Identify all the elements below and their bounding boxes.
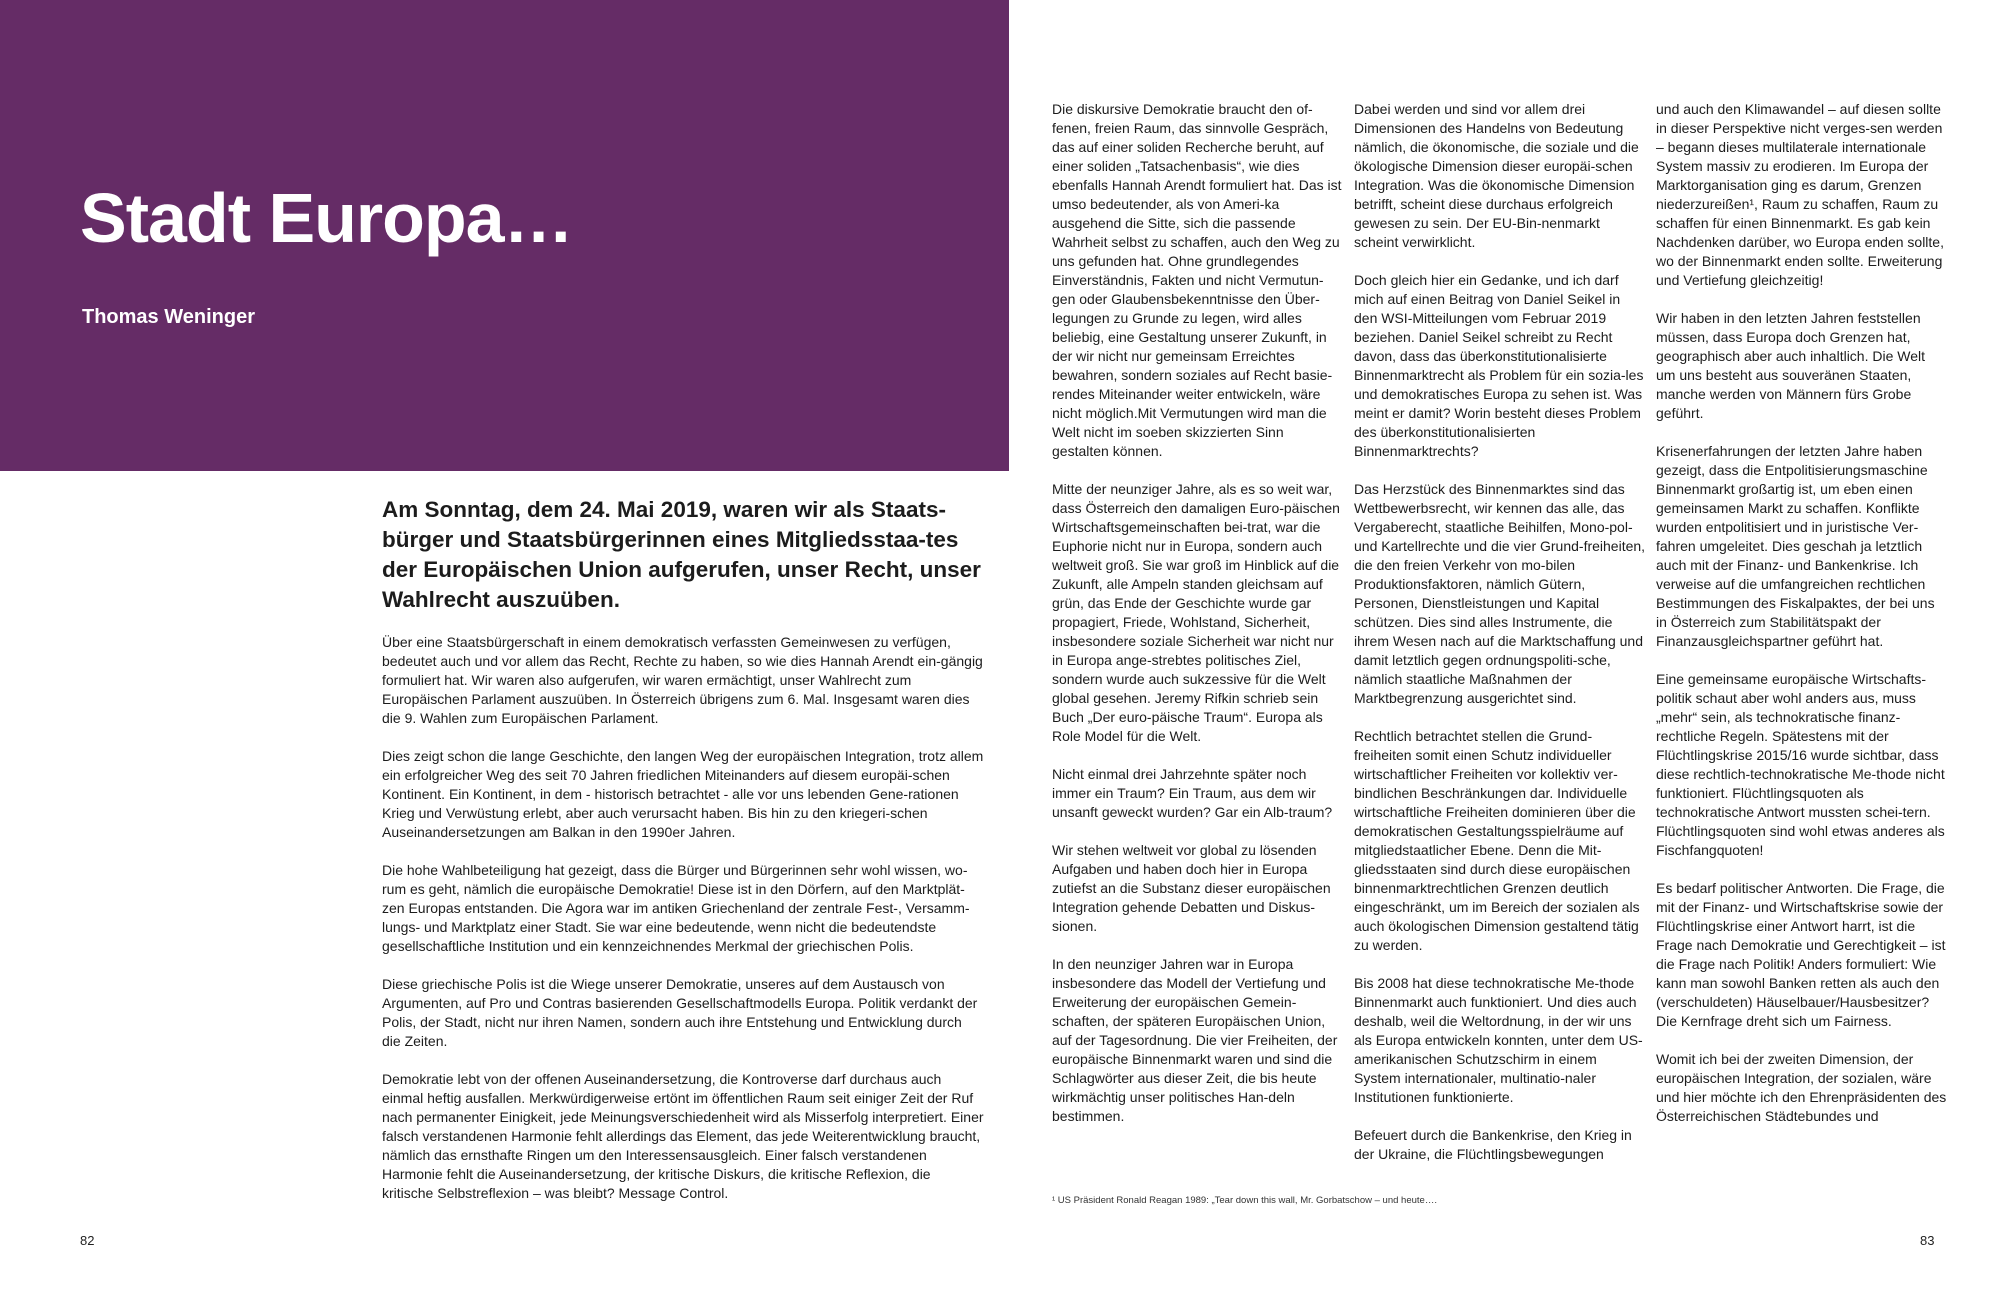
right-column-2 [1354, 100, 1646, 1183]
body-paragraph: Womit ich bei der zweiten Dimension, der europäischen Integration, der sozialen, wäre und hier möchte ich den Ehrenpräsidenten des Österreichischen Städtebundes und [1656, 1051, 1947, 1124]
body-paragraph: In den neunziger Jahren war in Europa insbesondere das Modell der Vertiefung und Erweiterung der europäischen Gemein-schaften, der späteren Europäischen Union, auf der Tagesordnung. Die vier Freiheiten, der europäische Binnenmarkt waren und sind die Schlagwörter aus dieser Zeit, die bis heute wirkmächtig unser politisches Han-deln bestimmen. [1052, 956, 1338, 1124]
article-author: Thomas Weninger [82, 306, 255, 328]
right-column-3 [1656, 100, 1948, 1145]
article-title: Stadt Europa… [80, 179, 573, 257]
lead-paragraph: Am Sonntag, dem 24. Mai 2019, waren wir als Staats-bürger und Staatsbürgerinnen eines Mitgliedsstaa-tes der Europäischen Union aufgerufen, unser Recht, unser Wahlrecht auszuüben. [382, 497, 981, 612]
body-paragraph: Das Herzstück des Binnenmarktes sind das Wettbewerbsrecht, wir kennen das alle, das Vergaberecht, staatliche Beihilfen, Mono-pol- und Kartellrechte und die vier Grund-freiheiten, die den freien Verkehr von mo-bilen Produktionsfaktoren, nämlich Gütern, Personen, Dienstleistungen und Kapital schützen. Dies sind alles Instrumente, die ihrem Wesen nach auf die Marktschaffung und damit letztlich gegen ordnungspoliti-sche, nämlich staatliche Maßnahmen der Marktbegrenzung ausgerichtet sind. [1354, 481, 1646, 706]
body-paragraph: Bis 2008 hat diese technokratische Me-thode Binnenmarkt auch funktioniert. Und dies auch deshalb, weil die Weltordnung, in der wir uns als Europa entwickeln konnten, unter dem US-amerikanischen Schutzschirm in einem System internationaler, multinatio-naler Institutionen funktionierte. [1354, 975, 1643, 1105]
left-body-column [382, 633, 984, 1222]
body-paragraph: Eine gemeinsame europäische Wirtschafts-politik schaut aber wohl anders aus, muss „mehr“ sein, als technokratische finanz-rechtliche Regeln. Spätestens mit der Flüchtlingskrise 2015/16 wurde sichtbar, dass diese rechtlich-technokratische Me-thode nicht funktioniert. Flüchtlingsquoten als technokratische Antwort mussten schei-tern. Flüchtlingsquoten sind wohl etwas anderes als Fischfangquoten! [1656, 671, 1945, 858]
body-paragraph: und auch den Klimawandel – auf diesen sollte in dieser Perspektive nicht verges-sen werden – begann dieses multilaterale internationale System massiv zu erodieren. Im Europa der Marktorganisation ging es darum, Grenzen niederzureißen¹, Raum zu schaffen, Raum zu schaffen für einen Binnenmarkt. Es gab kein Nachdenken darüber, wo Europa enden sollte, wo der Binnenmarkt enden sollte. Erweiterung und Vertiefung gleichzeitig! [1656, 101, 1944, 288]
right-column-1 [1052, 100, 1344, 1145]
body-paragraph: Über eine Staatsbürgerschaft in einem demokratisch verfassten Gemeinwesen zu verfügen, bedeutet auch und vor allem das Recht, Rechte zu haben, so wie dies Hannah Arendt ein-gängig formuliert hat. Wir waren also aufgerufen, wir waren ermächtigt, unser Wahlrecht zum Europäischen Parlament auszuüben. In Österreich übrigens zum 6. Mal. Insgesamt waren dies die 9. Wahlen zum Europäischen Parlament. [382, 634, 983, 726]
footnote: ¹ US Präsident Ronald Reagan 1989: „Tear down this wall, Mr. Gorbatschow – und heute…. [1052, 1195, 1437, 1206]
page-number-right: 83 [1920, 1233, 1935, 1248]
page-number-left: 82 [80, 1233, 95, 1248]
body-paragraph: Befeuert durch die Bankenkrise, den Krieg in der Ukraine, die Flüchtlingsbewegungen [1354, 1127, 1632, 1162]
body-paragraph: Wir stehen weltweit vor global zu lösenden Aufgaben und haben doch hier in Europa zutiefst an die Substanz dieser europäischen Integration gehende Debatten und Diskus-sionen. [1052, 842, 1331, 934]
body-paragraph: Krisenerfahrungen der letzten Jahre haben gezeigt, dass die Entpolitisierungsmaschine Binnenmarkt großartig ist, um eben einen gemeinsamen Markt zu schaffen. Konflikte wurden entpolitisiert und in juristische Ver-fahren umgeleitet. Dies geschah ja letztlich auch mit der Finanz- und Bankenkrise. Ich verweise auf die umfangreichen rechtlichen Bestimmungen des Fiskalpaktes, der bei uns in Österreich zum Stabilitätspakt der Finanzausgleichspartner geführt hat. [1656, 443, 1935, 649]
body-paragraph: Doch gleich hier ein Gedanke, und ich darf mich auf einen Beitrag von Daniel Seikel in den WSI-Mitteilungen vom Februar 2019 beziehen. Daniel Seikel schreibt zu Recht davon, dass das überkonstitutionalisierte Binnenmarktrecht als Problem für ein sozia-les und demokratisches Europa zu sehen ist. Was meint er damit? Worin besteht dieses Problem des überkonstitutionalisierten Binnenmarktrechts? [1354, 272, 1644, 459]
body-paragraph: Wir haben in den letzten Jahren feststellen müssen, dass Europa doch Grenzen hat, geographisch aber auch inhaltlich. Die Welt um uns besteht aus souveränen Staaten, manche werden von Männern fürs Grobe geführt. [1656, 310, 1926, 421]
body-paragraph: Diese griechische Polis ist die Wiege unserer Demokratie, unseres auf dem Austausch von Argumenten, auf Pro und Contras basierenden Gesellschaftmodells Europa. Politik verdankt der Polis, der Stadt, nicht nur ihren Namen, sondern auch ihre Entstehung und Entwicklung durch die Zeiten. [382, 976, 978, 1049]
body-paragraph: Nicht einmal drei Jahrzehnte später noch immer ein Traum? Ein Traum, aus dem wir unsanft geweckt wurden? Gar ein Alb-traum? [1052, 766, 1333, 820]
body-paragraph: Es bedarf politischer Antworten. Die Frage, die mit der Finanz- und Wirtschaftskrise sowie der Flüchtlingskrise einer Antwort harrt, ist die Frage nach Demokratie und Gerechtigkeit – ist die Frage nach Politik! Anders formuliert: Wie kann man sowohl Banken retten als auch den (verschuldeten) Häuselbauer/Hausbesitzer? Die Kernfrage dreht sich um Fairness. [1656, 880, 1946, 1029]
body-paragraph: Die diskursive Demokratie braucht den of-fenen, freien Raum, das sinnvolle Gespräch, das auf einer soliden Recherche beruht, auf einer soliden „Tatsachenbasis“, wie dies ebenfalls Hannah Arendt formuliert hat. Das ist umso bedeutender, als von Ameri-ka ausgehend die Sitte, sich die passende Wahrheit selbst zu schaffen, auch den Weg zu uns gefunden hat. Ohne grundlegendes Einverständnis, Fakten und nicht Vermutun-gen oder Glaubensbekenntnisse den Über-legungen zu Grunde zu legen, wird alles beliebig, eine Gestaltung unserer Zukunft, in der wir nicht nur gemeinsam Erreichtes bewahren, sondern soziales auf Recht basie-rendes Miteinander weiter entwickeln, wäre nicht möglich.Mit Vermutungen wird man die Welt nicht im soeben skizzierten Sinn gestalten können. [1052, 101, 1342, 459]
body-paragraph: Mitte der neunziger Jahre, als es so weit war, dass Österreich den damaligen Euro-päischen Wirtschaftsgemeinschaften bei-trat, war die Euphorie nicht nur in Europa, sondern auch weltweit groß. Sie war groß im Hinblick auf die Zukunft, alle Ampeln standen gleichsam auf grün, das Ende der Geschichte wurde gar propagiert, Friede, Wohlstand, Sicherheit, insbesondere soziale Sicherheit war nicht nur in Europa ange-strebtes politisches Ziel, sondern wurde auch sukzessive für die Welt global gesehen. Jeremy Rifkin schrieb sein Buch „Der euro-päische Traum“. Europa als Role Model für die Welt. [1052, 481, 1340, 744]
body-paragraph: Dabei werden und sind vor allem drei Dimensionen des Handelns von Bedeutung nämlich, die ökonomische, die soziale und die ökologische Dimension dieser europäi-schen Integration. Was die ökonomische Dimension betrifft, scheint diese durchaus erfolgreich gewesen zu sein. Der EU-Bin-nenmarkt scheint verwirklicht. [1354, 101, 1639, 250]
body-paragraph: Demokratie lebt von der offenen Auseinandersetzung, die Kontroverse darf durchaus auch einmal heftig ausfallen. Merkwürdigerweise ertönt im öffentlichen Raum seit einiger Zeit der Ruf nach permanenter Einigkeit, jede Meinungsverschiedenheit wird als Misserfolg interpretiert. Einer falsch verstandenen Harmonie fehlt allerdings das Element, das jede Weiterentwicklung braucht, nämlich das ernsthafte Ringen um den Interessensausgleich. Einer falsch verstandenen Harmonie fehlt die Auseinandersetzung, der kritische Diskurs, die kritische Reflexion, die kritische Selbstreflexion – was bleibt? Message Control. [382, 1071, 984, 1201]
title-banner [0, 0, 1009, 471]
body-paragraph: Die hohe Wahlbeteiligung hat gezeigt, dass die Bürger und Bürgerinnen sehr wohl wissen, wo-rum es geht, nämlich die europäische Demokratie! Diese ist in den Dörfern, auf den Marktplät-zen Europas entstanden. Die Agora war im antiken Griechenland der zentrale Fest-, Versamm-lungs- und Marktplatz einer Stadt. Sie war eine bedeutende, wenn nicht die bedeutendste gesellschaftliche Institution und ein kennzeichnendes Merkmal der griechischen Polis. [382, 862, 970, 954]
body-paragraph: Dies zeigt schon die lange Geschichte, den langen Weg der europäischen Integration, trotz allem ein erfolgreicher Weg des seit 70 Jahren friedlichen Miteinanders auf diesem europäi-schen Kontinent. Ein Kontinent, in dem - historisch betrachtet - alle vor uns lebenden Gene-rationen Krieg und Verwüstung erlebt, aber auch verursacht haben. Bis hin zu den kriegeri-schen Auseinandersetzungen am Balkan in den 1990er Jahren. [382, 748, 984, 840]
body-paragraph: Rechtlich betrachtet stellen die Grund-freiheiten somit einen Schutz individueller wirtschaftlicher Freiheiten vor kollektiv ver-bindlichen Beschränkungen dar. Individuelle wirtschaftliche Freiheiten dominieren über die demokratischen Gestaltungsspielräume auf mitgliedstaatlicher Ebene. Denn die Mit-gliedsstaaten sind durch diese europäischen binnenmarktrechtlichen Grenzen deutlich eingeschränkt, um im Bereich der sozialen als auch ökologischen Dimension gestaltend tätig zu werden. [1354, 728, 1640, 953]
